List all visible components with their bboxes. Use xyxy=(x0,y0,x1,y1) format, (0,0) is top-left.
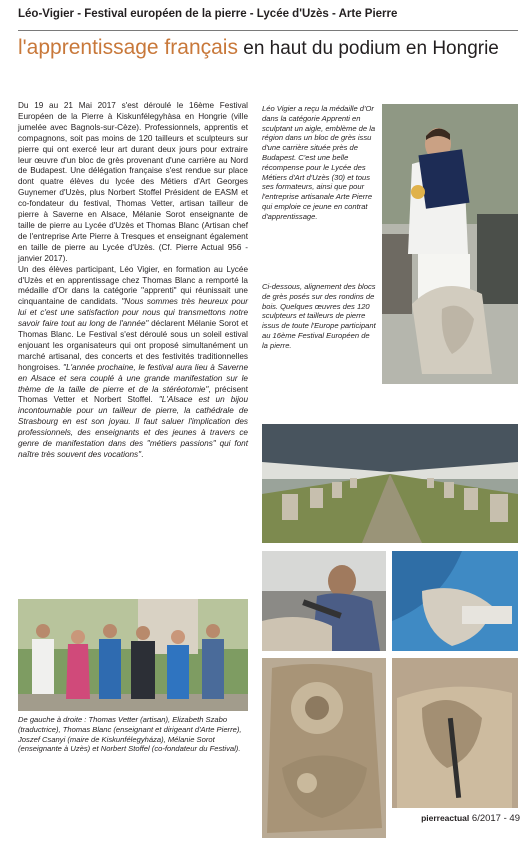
photo-carved-sculpture xyxy=(262,658,386,838)
p2-text-c: déclarent Mélanie Sorot et Thomas Blanc. Le Festival s'est déroulé sous un soleil estival enjouant les organisateurs qui ont proposé simultanément un marché artisanal, des concerts et des festivités traditionnelles hongroises. xyxy=(18,319,248,372)
caption-group: De gauche à droite : Thomas Vetter (artisan), Elizabeth Szabo (traductrice), Thomas Blanc (enseignant et dirigeant d'Arte Pierre), Joszef Csanyi (maire de Kiskunfélegyháza), Mélanie Sorot (enseignante à Uzès) et Norbert Stoffel (co-fondateur du Festival). xyxy=(18,715,242,754)
photo-sculptor-blue-shirt xyxy=(392,551,518,651)
caption-blocks: Ci-dessous, alignement des blocs de grès posés sur des rondins de bois. Quelques œuvres des 120 sculpteurs et tailleurs de pierre issus de toute l'Europe participant au 16ème Festival Européen de la pierre. xyxy=(262,282,376,350)
p2-text-e: , précisent Thomas Vetter et Norbert Stoffel. xyxy=(18,384,248,405)
caption-leo: Léo Vigier a reçu la médaille d'Or dans la catégorie Apprenti en sculptant un aigle, emblème de la région dans un bloc de grès issu d'une carrière située près de Budapest. C'est une belle récompense pour le Lycée des Métiers d'Art d'Uzès (30) et tous ses formateurs, ainsi que pour l'entreprise artisanale Arte Pierre qui emploie ce jeune en contrat d'apprentissage. xyxy=(262,104,376,221)
quote-next-festival: "L'année prochaine, le festival aura lieu à Saverne en Alsace et sera couplé à une grande manifestation sur le thème de la taille de pierre et de la stéréotomie" xyxy=(18,362,248,394)
page-number: 49 xyxy=(509,813,520,824)
quote-sorot-blanc: "Nous sommes très heureux pour lui et c'est une satisfaction pour nous qui transmettons notre savoir faire tout au long de l'année" xyxy=(18,297,248,329)
photo-stone-blocks-row xyxy=(262,424,518,543)
p2-text-a: Un des élèves participant, Léo Vigier, en formation au Lycée d'Uzès et en apprentissage chez Thomas Blanc a remporté la médaille d'Or dans la catégorie "apprenti" qui réunissait une cinquantaine de candidats. xyxy=(18,264,248,307)
header-divider xyxy=(18,30,518,31)
photo-leo-vigier-with-medal xyxy=(382,104,518,384)
paragraph-1: Du 19 au 21 Mai 2017 s'est déroulé le 16ème Festival Européen de la Pierre à Kiskunfélegyhàsa en Hongrie (ville jumelée avec Bagnols-sur-Cèze). Professionnels, apprentis et compagnons, soit pas moins de 120 tailleurs et sculpteurs sur pierre qui ont exercé leur art durant deux jours pour extraire leur œuvre d'un bloc de grès provenant d'une carrière au Nord de Budapest. Une délégation française s'est rendue sur place dont quatre élèves du lycée des Métiers d'Art Georges Guynemer d'Uzès, plus Norbert Stoffel Président de EASM et co-fondateur du festival, Thomas Vetter, artisan tailleur de pierre à Saverne en Alsace, Mélanie Sorot enseignante de taille de pierre au Lycée d'Uzès et Thomas Blanc (Artisan chef de l'entreprise Arte Pierre à Tresques et enseignant également en taille de pierre au Lycée d'Uzès. (Cf. Pierre Actual 956 - janvier 2017). xyxy=(18,101,248,263)
photo-stone-with-chisel xyxy=(392,658,518,808)
issue-number: 6/2017 xyxy=(471,813,501,824)
photo-sculptor-at-work xyxy=(262,551,386,651)
article-title xyxy=(18,36,518,61)
page-folio xyxy=(421,813,520,824)
running-header: Léo-Vigier - Festival européen de la pierre - Lycée d'Uzès - Arte Pierre xyxy=(18,8,398,20)
article-body xyxy=(18,101,248,461)
p2-text-g: . xyxy=(141,450,144,459)
title-accent: l'apprentissage français xyxy=(18,36,238,59)
photo-delegation-group xyxy=(18,599,248,711)
folio-separator: - xyxy=(500,813,510,824)
paragraph-2 xyxy=(18,265,248,461)
magazine-brand: pierreactual xyxy=(421,813,470,823)
title-rest: en haut du podium en Hongrie xyxy=(237,38,499,59)
quote-alsace: "L'Alsace est un bijou incontournable pour un tailleur de pierre, la cathédrale de Strasbourg en est son joyau. Il faut saluer l'implication des professionnels, des enseignants et des jeunes à travers ce genre de manifestation dans des "métiers passions" qui font naître très souvent des vocations" xyxy=(18,395,249,459)
